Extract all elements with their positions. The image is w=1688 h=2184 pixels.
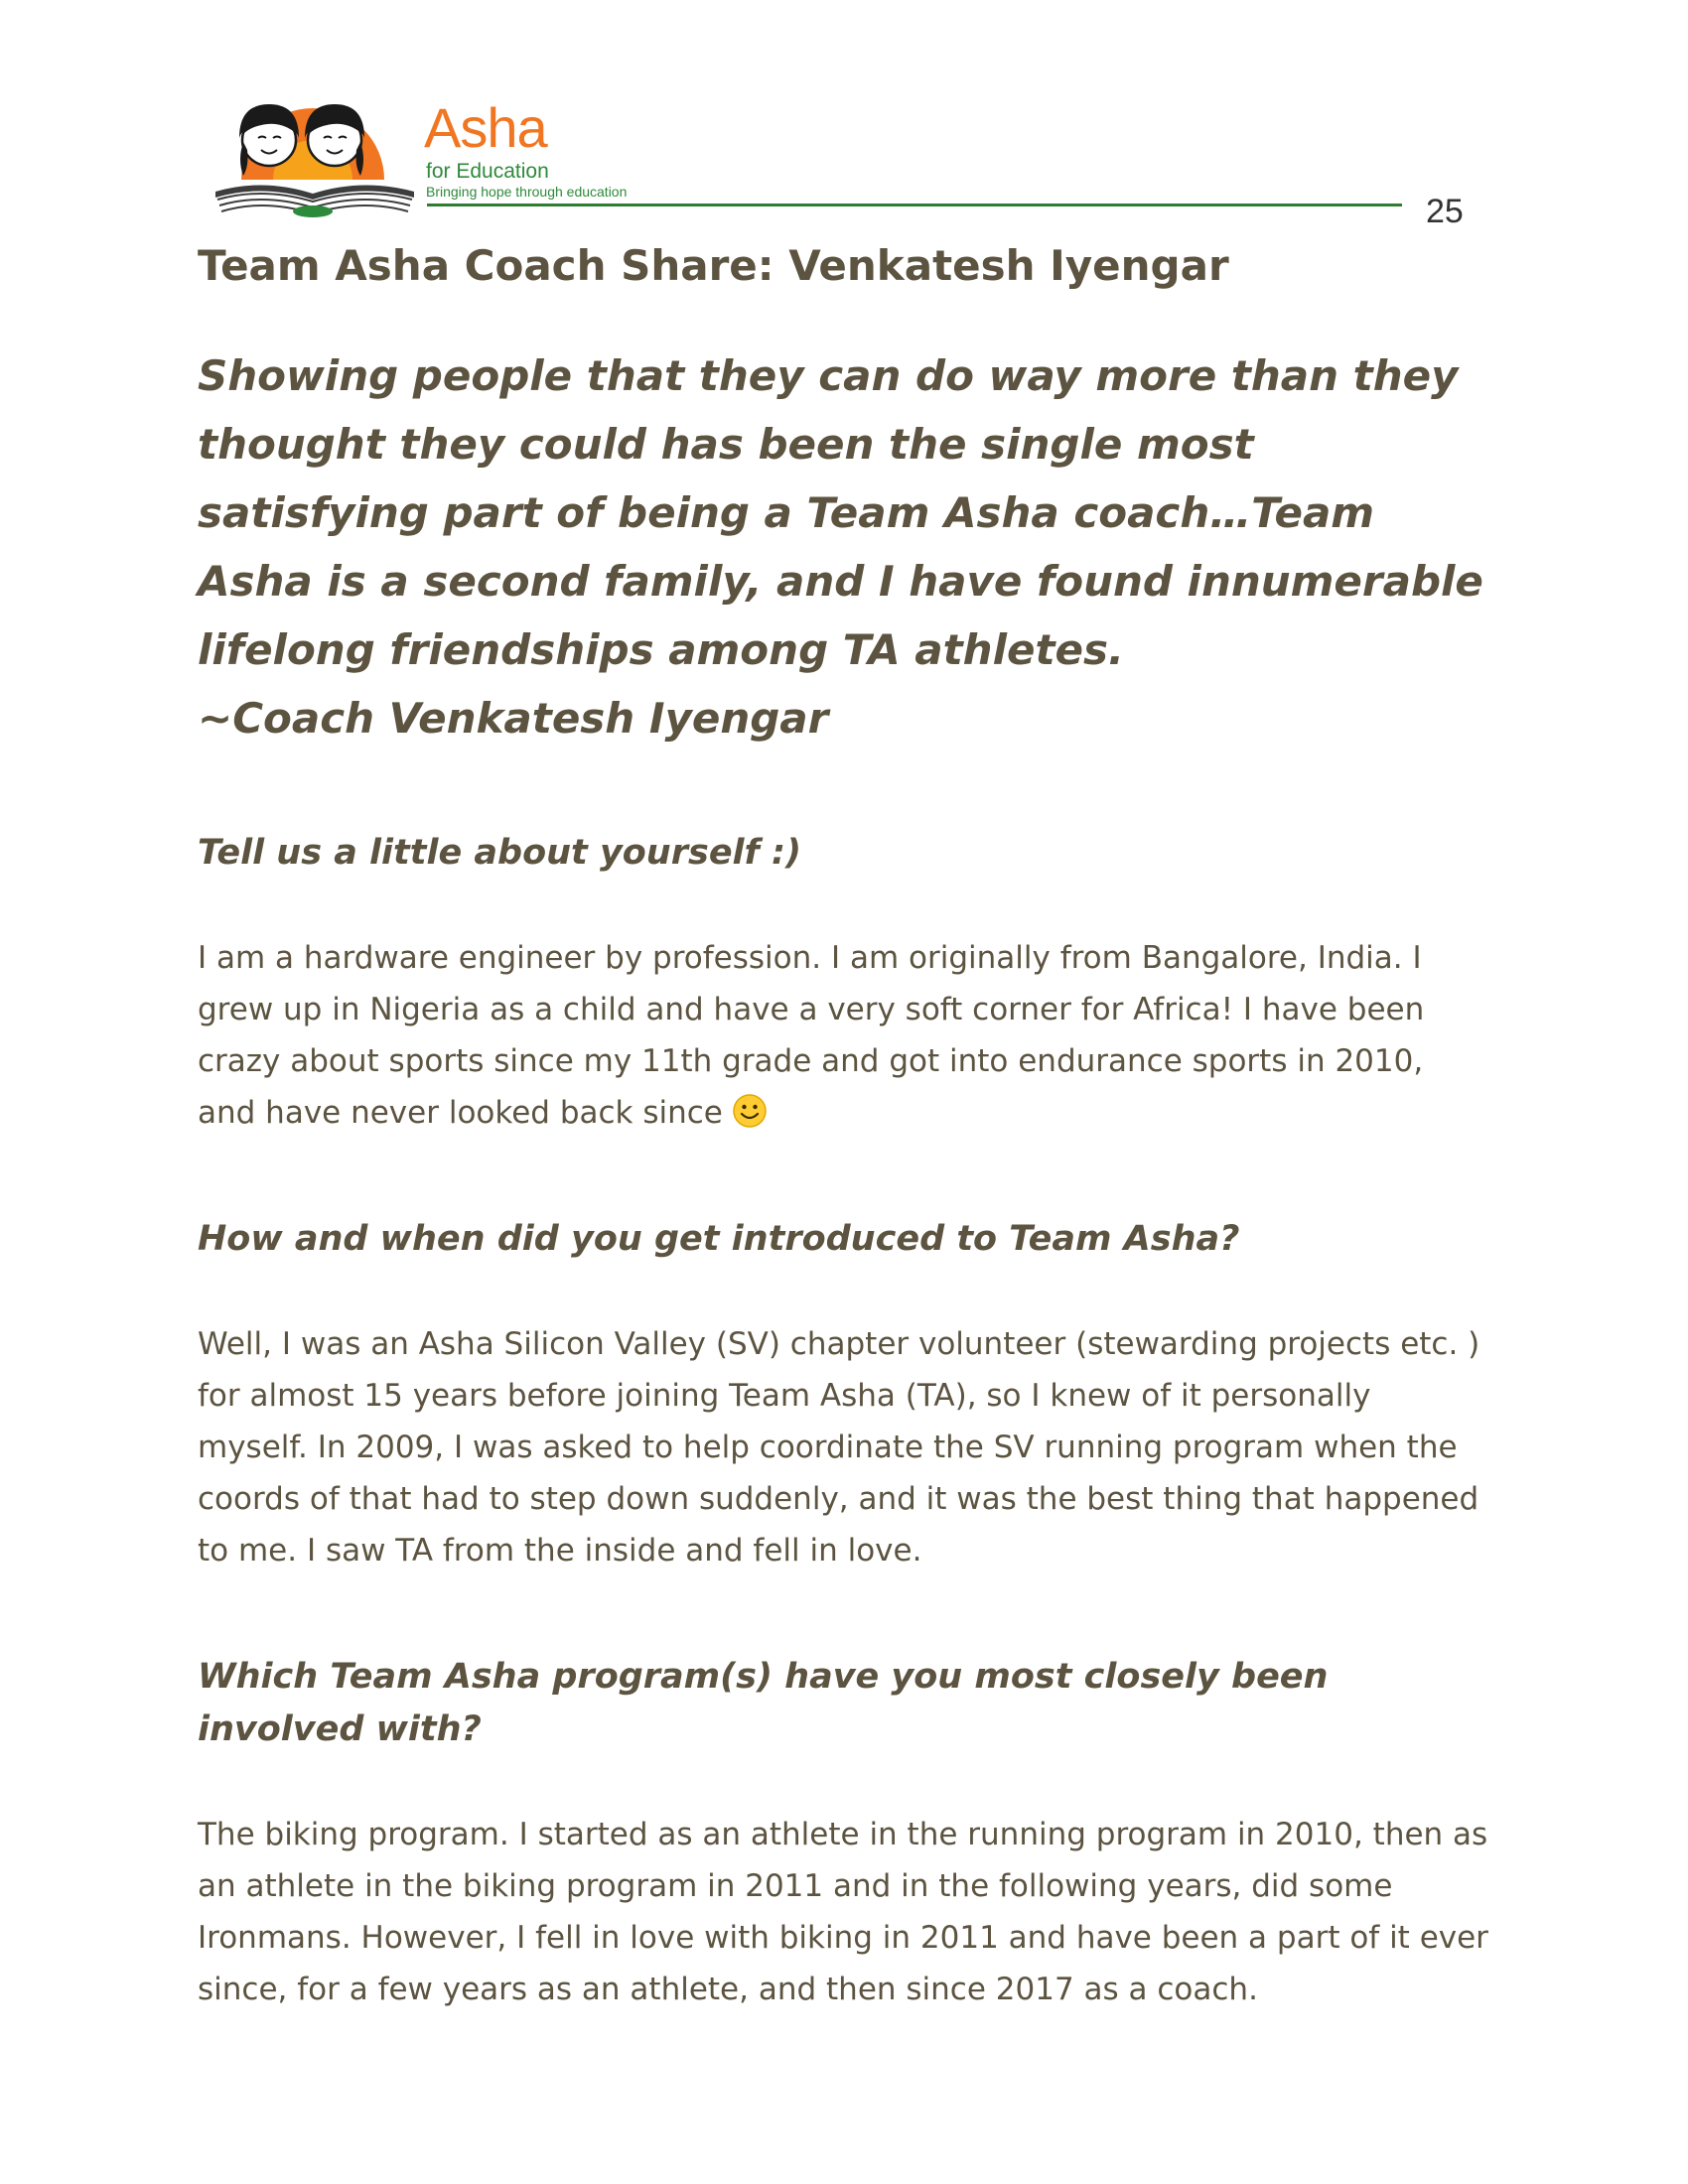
answer-text: I am a hardware engineer by profession. I am originally from Bangalore, India. I grew up in Nigeria as a child and have a very soft corner for Africa! I have been crazy about sports since my 11th grade and got into endurance sports in 2010, and have never looked back since (198, 940, 1425, 1131)
answer-paragraph: Well, I was an Asha Silicon Valley (SV) chapter volunteer (stewarding projects etc. ) for almost 15 years before joining Team Asha (TA), so I knew of it personally myself. In 2009, I was asked to help coordinate the SV running program when the coords of that had to step down suddenly, and it was the best thing that happened to me. I saw TA from the inside and fell in love. (198, 1326, 1480, 1569)
header-divider (427, 204, 1402, 206)
smiley-face-icon (733, 1094, 767, 1128)
asha-logo-icon (213, 94, 422, 218)
logo-name: Asha (424, 96, 547, 159)
pull-quote-text: Showing people that they can do way more than they thought they could has been the single most satisfying part of being a Team Asha coach…Team Asha is a second family, and I have found innumerable lifelong friendships among TA athletes. (198, 351, 1483, 674)
question-heading: Which Team Asha program(s) have you most closely been involved with? (198, 1657, 1329, 1749)
page-number: 25 (1426, 193, 1464, 230)
logo-subtitle: for Education (426, 160, 549, 183)
quote-attribution: ~Coach Venkatesh Iyengar (198, 694, 829, 743)
pull-quote (198, 341, 1488, 752)
answer-paragraph: The biking program. I started as an athlete in the running program in 2010, then as an athlete in the biking program in 2011 and in the following years, did some Ironmans. However, I fell in love with biking in 2011 and have been a part of it ever since, for a few years as an athlete, and then since 2017 as a coach. (198, 1817, 1488, 2007)
article-body (198, 236, 1488, 2015)
question-heading: Tell us a little about yourself :) (198, 833, 801, 873)
article-title: Team Asha Coach Share: Venkatesh Iyengar (198, 241, 1229, 290)
asha-logo (213, 94, 655, 218)
question-heading: How and when did you get introduced to Team Asha? (198, 1219, 1240, 1259)
answer-paragraph (198, 932, 1488, 1139)
logo-tagline: Bringing hope through education (426, 184, 628, 200)
